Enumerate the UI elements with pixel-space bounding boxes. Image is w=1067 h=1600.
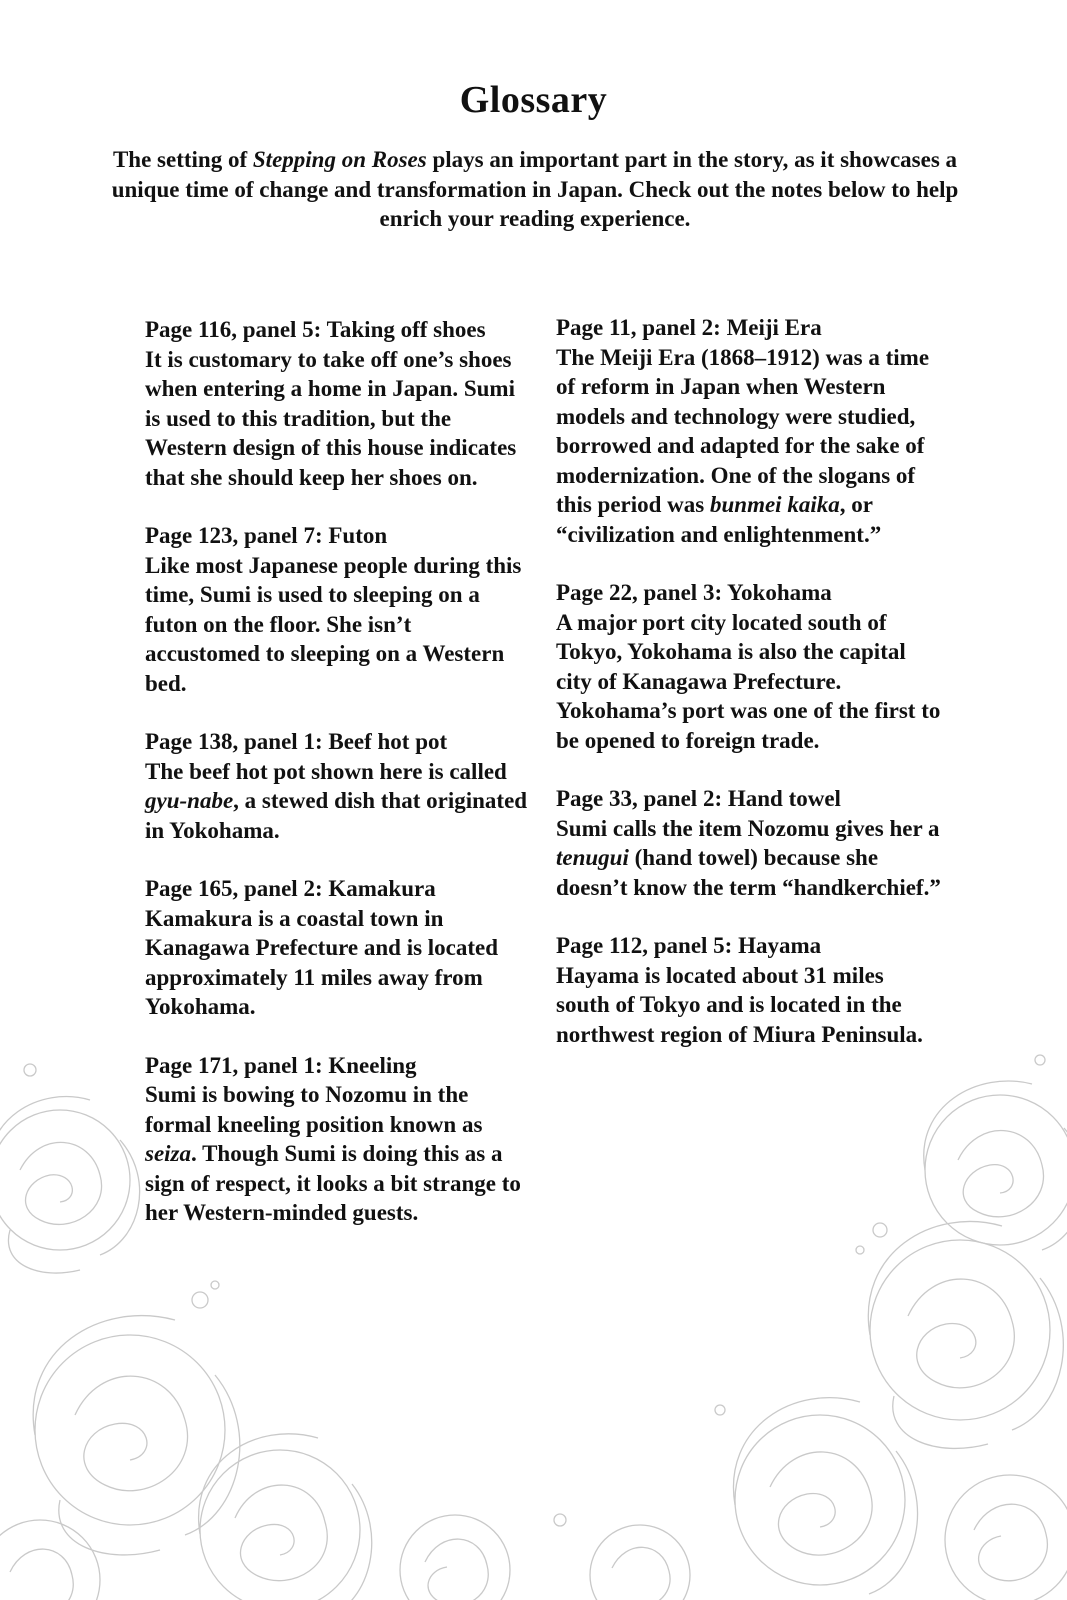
glossary-entry [145, 315, 530, 492]
entry-body [145, 757, 530, 846]
glossary-entry [556, 931, 941, 1049]
entry-heading: Page 11, panel 2: Meiji Era [556, 315, 822, 340]
entry-term: bunmei kaika [710, 492, 840, 517]
page-title: Glossary [459, 79, 608, 121]
entry-heading: Page 165, panel 2: Kamakura [145, 876, 436, 901]
entry-text: Like most Japanese people during this time, Sumi is used to sleeping on a futon on the floor. She isn’t accustomed to sleeping on a Western bed. [145, 552, 522, 696]
entry-body [556, 343, 941, 550]
entry-heading: Page 33, panel 2: Hand towel [556, 786, 841, 811]
entry-text: Sumi is bowing to Nozomu in the formal kneeling position known as [145, 1082, 483, 1137]
intro-text-continued: plays an important part in the story, as it showcases a unique time of change and transformation in Japan. Check out the notes below to help enrich your reading experience. [111, 147, 959, 231]
glossary-column-right [556, 313, 941, 1078]
glossary-entry [145, 521, 530, 698]
intro-text: The setting of [112, 147, 253, 172]
glossary-entry [556, 784, 941, 902]
glossary-column-left [145, 315, 530, 1257]
entry-term: gyu-nabe [145, 788, 234, 813]
glossary-entry [556, 578, 941, 755]
entry-text: , a stewed dish that originated in Yokohama. [145, 788, 528, 843]
entry-heading: Page 112, panel 5: Hayama [556, 933, 822, 958]
entry-heading: Page 138, panel 1: Beef hot pot [145, 729, 448, 754]
entry-text: Sumi calls the item Nozomu gives her a [556, 815, 940, 841]
entry-text: Kamakura is a coastal town in Kanagawa Prefecture and is located approximately 11 miles away from Yokohama. [145, 905, 499, 1019]
entry-text: A major port city located south of Tokyo, Yokohama is also the capital city of Kanagawa Prefecture. Yokohama’s port was one of the first to be opened to foreign trade. [556, 609, 941, 753]
entry-heading: Page 22, panel 3: Yokohama [556, 580, 832, 605]
entry-term: tenugui [556, 845, 629, 870]
entry-text: Hayama is located about 31 miles south of Tokyo and is located in the northwest region of Miura Peninsula. [556, 962, 923, 1047]
entry-body [145, 551, 530, 699]
glossary-entry [145, 1051, 530, 1228]
entry-heading: Page 116, panel 5: Taking off shoes [145, 317, 486, 342]
entry-text: The beef hot pot shown here is called [145, 758, 507, 784]
entry-heading: Page 171, panel 1: Kneeling [145, 1052, 417, 1078]
glossary-entry [145, 874, 530, 1022]
entry-text: It is customary to take off one’s shoes when entering a home in Japan. Sumi is used to this tradition, but the Western design of this house indicates that she should keep her shoes on. [145, 346, 517, 490]
entry-text: (hand towel) because she doesn’t know the term “handkerchief.” [556, 845, 941, 900]
intro-paragraph [100, 145, 970, 234]
entry-text: . Though Sumi is doing this as a sign of respect, it looks a bit strange to her Western-minded guests. [145, 1141, 521, 1225]
glossary-entry [556, 313, 941, 549]
entry-body [556, 961, 941, 1050]
entry-body [556, 608, 941, 756]
book-title: Stepping on Roses [252, 147, 427, 172]
glossary-entry [145, 727, 530, 845]
entry-body [145, 904, 530, 1022]
entry-body [145, 1080, 530, 1228]
entry-text: The Meiji Era (1868–1912) was a time of reform in Japan when Western models and technology were studied, borrowed and adapted for the sake of modernization. One of the slogans of this period was [556, 344, 930, 517]
entry-body [556, 814, 941, 903]
entry-heading: Page 123, panel 7: Futon [145, 523, 388, 548]
entry-body [145, 345, 530, 493]
entry-text: , or “civilization and enlightenment.” [556, 492, 882, 547]
entry-term: seiza [145, 1141, 191, 1166]
